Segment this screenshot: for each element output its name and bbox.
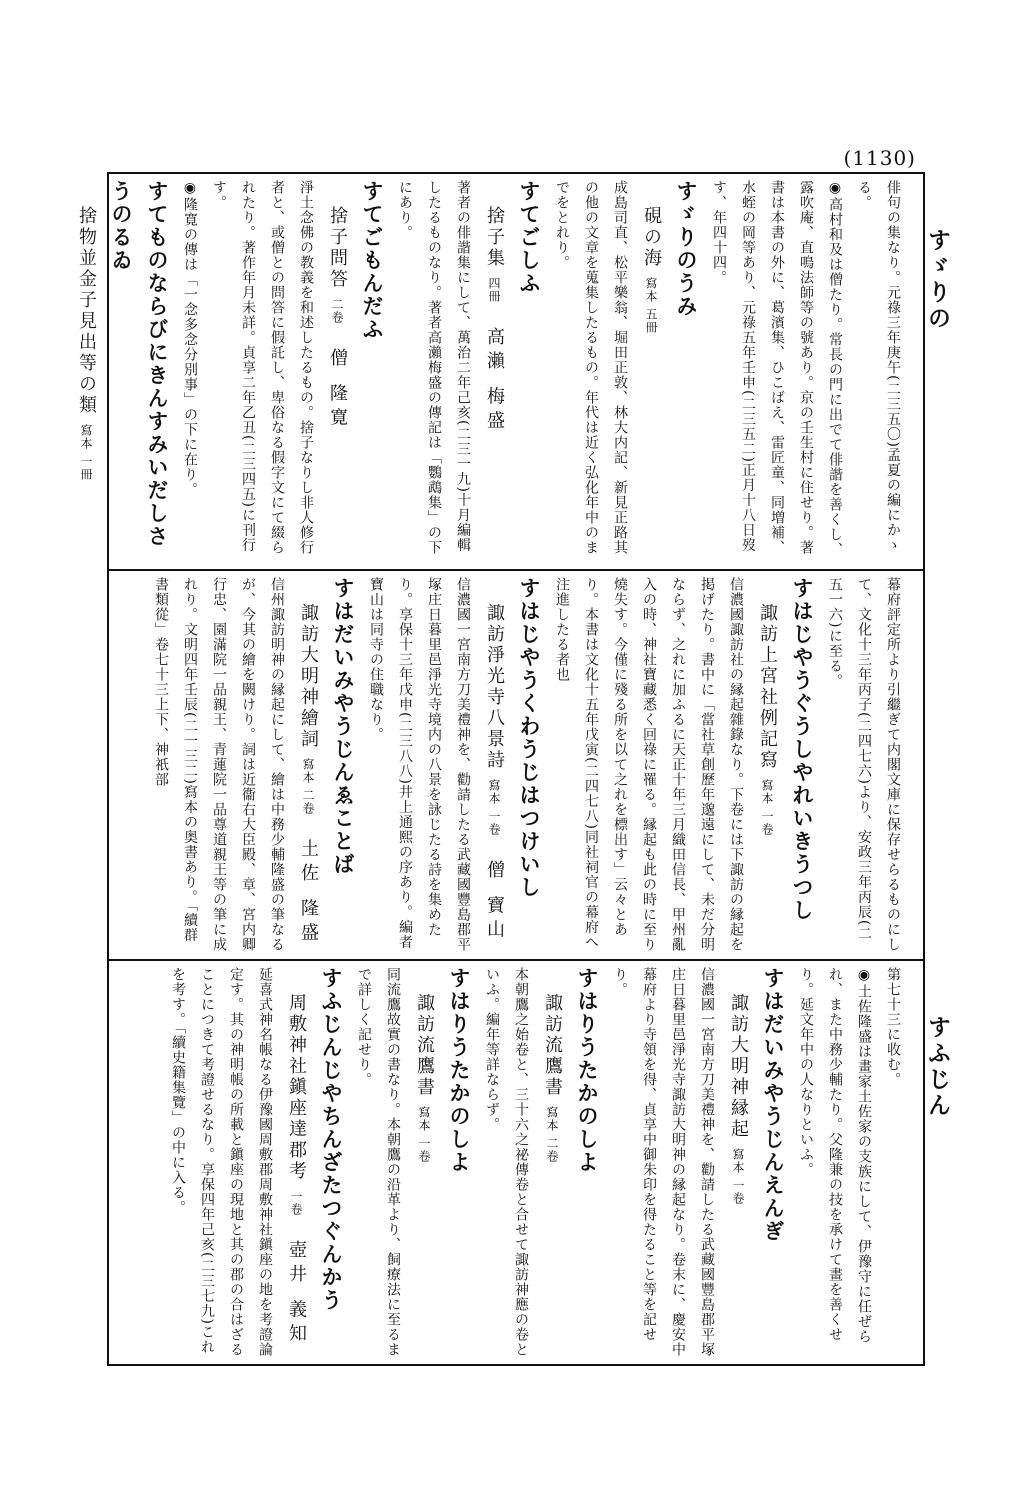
- entry-reading-heading: すふじんじやちんざたつぐんかう: [319, 967, 344, 1312]
- entry-title-line: [477, 577, 511, 955]
- entry-description: 本朝鷹之始卷と、三十六之祕傳卷と合せて諏訪神應の卷といふ。編年等詳ならず。: [484, 967, 529, 1357]
- entry-title: 諏訪淨光寺八景詩: [484, 603, 505, 771]
- entry-description: 著者の俳諧集にして、萬治二年己亥(二三一九)十月編輯したるものなり。著者高瀨梅盛の傳記は「鸚鵡集」の下にあり。: [397, 180, 471, 555]
- entry-description: 俳句の集なり。元祿三年庚午(二三五〇)孟夏の編にかゝる。: [856, 180, 901, 553]
- entry-title: 捨子問答: [327, 206, 348, 290]
- entry-description: 成島司直、松平樂翁、堀田正敦、林大内記、新見正路其の他の文章を蒐集したるもの。年代は近く弘化年中のまでをとれり。: [554, 180, 628, 555]
- entry-title-line: [279, 967, 313, 1360]
- entry-reading-heading: すてごもんだふ: [360, 180, 385, 341]
- page-frame: [76, 172, 925, 1366]
- entry-reading-heading: すはだいみやうじんえんぎ: [761, 967, 786, 1243]
- entry-description: ◉隆寛の傳は「一念多念分別事」の下に在り。: [182, 180, 198, 497]
- entry-volumes: 寫本 一冊: [79, 424, 93, 481]
- entry-author: 僧 隆寛: [327, 348, 348, 432]
- entry-author: 僧 寶山: [484, 859, 505, 944]
- entry-volumes: 寫本 一卷: [760, 779, 774, 836]
- entry-volumes: 寫本 二卷: [545, 1106, 559, 1163]
- entry-description: 延喜式神名帳なる伊豫國周敷郡周敷神社鎭座の地を考證論定す。其の神明帳の所載と鎭座の現地と其の郡の合はざることにつきて考證せるなり。享保四年己亥(二三七九)これを考す。「續史籍集覽」の中に入る。: [170, 967, 273, 1357]
- entry-title-line: [721, 967, 755, 1360]
- entry-title: 捨子集: [484, 206, 505, 269]
- entry-title-line: [634, 180, 668, 563]
- entry-volumes: 寫本 一卷: [487, 779, 501, 836]
- entry-reading-heading: すてものならびにきんすみいだしさうのるゐ: [109, 180, 170, 548]
- band-text: [119, 967, 907, 1360]
- entry-volumes: 二卷: [330, 298, 344, 324]
- entry-title: 硯の海: [641, 206, 662, 269]
- entry-reading-heading: すはだいみやうじんゑことば: [331, 577, 356, 876]
- entry-title: 諏訪流鷹書: [414, 993, 435, 1098]
- entry-title-line: [535, 967, 569, 1360]
- entry-description: 信濃國諏訪社の縁起雜錄なり。下卷には下諏訪の縁起を掲げたり。書中に「當社草創歷年邈遠にして、未だ分明ならず、之れに加ふるに天正十年三月織田信長、甲州亂入の時、神社寶藏悉く回祿に罹る。縁起も此の時に至り燒失す。今僅に殘る所を以て之れを標出す」云々とあり。本書は文化十五年戊寅(二四七八)同社祠官の幕府へ注進したる者也: [554, 577, 744, 952]
- entry-volumes: 寫本 五冊: [644, 277, 658, 334]
- entry-reading-heading: すてごしふ: [517, 180, 542, 295]
- entry-reading-heading: すはじやうくわうじはつけいし: [517, 577, 542, 899]
- entry-author: 壺井 義知: [286, 1240, 307, 1348]
- entry-reading-heading: すはりうたかのしよ: [575, 967, 600, 1174]
- entry-description: 幕府評定所より引繼ぎて内閣文庫に保存せらるものにして、文化十三年丙子(二四七六)より、安政三年丙辰(二五一六)に至る。: [827, 577, 901, 952]
- entry-title-line: [407, 967, 441, 1360]
- entry-title-line: [291, 577, 325, 955]
- entry-description: 同流鷹故實の書なり。本朝鷹の沿革より、飼療法に至るまで詳しく記せり。: [356, 967, 401, 1357]
- entry-reading-heading: すはじやうぐうしやれいきうつし: [790, 577, 815, 922]
- entry-title: 諏訪上宮社例記寫: [757, 603, 778, 771]
- entry-title: 諏訪大明神縁起: [728, 993, 749, 1140]
- entry-title: 諏訪流鷹書: [542, 993, 563, 1098]
- band-middle: [109, 569, 923, 961]
- entry-author: 高瀨 梅盛: [484, 327, 505, 435]
- page-number: (1130): [843, 146, 916, 170]
- entry-volumes: 寫本 一卷: [731, 1148, 745, 1205]
- entry-volumes: 四冊: [487, 277, 501, 303]
- entry-title: 諏訪大明神繪詞: [298, 603, 319, 750]
- entry-title-line: [320, 180, 354, 563]
- entry-description: 信濃國一宮南方刀美禮神を、勸請したる武藏國豐島郡平塚庄日暮里邑淨光寺諏訪大明神の縁起なり。卷末に、慶安中幕府より寺領を得、貞享中御朱印を得たること等を記せり。: [612, 967, 715, 1357]
- entry-title: 周敷神社鎭座達郡考: [286, 993, 307, 1182]
- entry-reading-heading: すはりうたかのしよ: [447, 967, 472, 1174]
- entry-description: ◉土佐隆盛は畫家土佐家の支族にして、伊豫守に任ぜられ、また中務少輔たり。父隆兼の技を承けて畫を善くせり。延文年中の人なりといふ。: [798, 967, 872, 1344]
- entry-volumes: 寫本 一卷: [417, 1106, 431, 1163]
- entry-title-line: [477, 180, 511, 563]
- entry-author: 土佐 隆盛: [298, 838, 319, 947]
- entry-title: 捨物並金子見出等の類: [76, 206, 97, 416]
- entry-description: 信州諏訪明神の縁起にして、繪は中務少輔隆盛の筆なるが、今其の繪を闕けり。詞は近衞右大臣殿、章、宮内卿行忠、園滿院一品親王、青蓮院一品尊道親王等の筆に成れり。文明四年壬辰(二一三二)寫本の奥書あり。「續群書類從」卷七十三上下、神祇部: [153, 577, 285, 952]
- entry-description: 信濃國一宮南方刀美禮神を、勸請したる武藏國豐島郡平塚庄日暮里邑淨光寺境内の八景を詠じたる詩を集めたり。享保十三年戊申(二三八八)井上通熙の序あり。編者寶山は同寺の住職なり。: [368, 577, 471, 952]
- band-bottom: [109, 959, 923, 1366]
- margin-index-top: すゞりの: [924, 228, 951, 332]
- entry-title-line: [750, 577, 784, 955]
- entry-description: 第七十三に收む。: [885, 967, 901, 1087]
- entry-description: ◉高村和及は僧たり。常長の門に出でて俳諧を善くし、露吹庵、直鳴法師等の號あり。京の壬生村に住せり。著書は本書の外に、葛濱集、ひこばえ、雷匠童、同増補、水蛭の岡等あり、元祿五年壬申(二三五二)正月十八日歿す、年四十四。: [711, 180, 843, 557]
- entry-reading-heading: すゞりのうみ: [674, 180, 699, 318]
- band-top: [76, 174, 923, 569]
- band-text: [76, 180, 907, 563]
- entry-title-line: [69, 180, 103, 563]
- entry-volumes: 一卷: [289, 1190, 303, 1216]
- entry-volumes: 寫本 二卷: [301, 758, 315, 815]
- entry-description: 淨土念佛の教義を和述したるもの。捨子なりし非人修行者と、或僧との問答に假託し、卑俗なる假字文にて綴られたり。著作年月未詳。貞享二年乙丑(二三四五)に刊行す。: [211, 180, 314, 555]
- band-text: [119, 577, 907, 955]
- margin-index-bottom: すふじん: [924, 1015, 951, 1119]
